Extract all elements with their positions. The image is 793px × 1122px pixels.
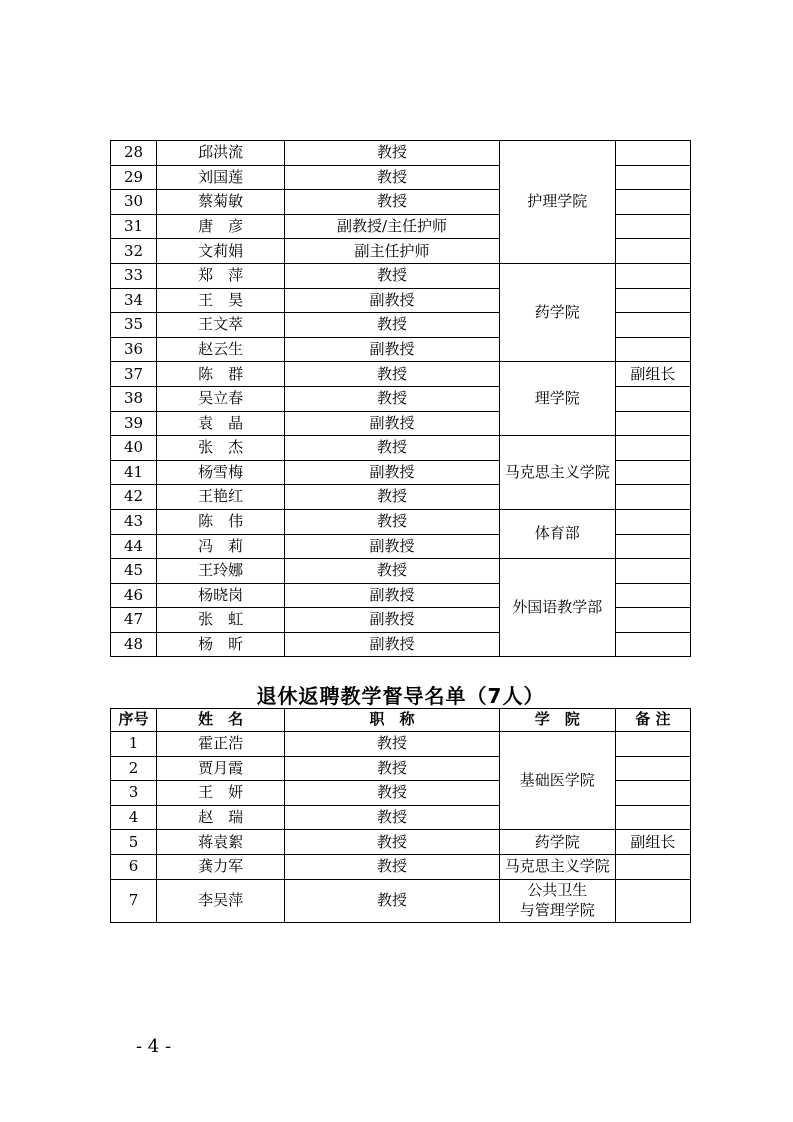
row-no: 5 (111, 830, 157, 855)
row-name: 张 虹 (157, 608, 285, 633)
row-no: 33 (111, 263, 157, 288)
row-no: 35 (111, 313, 157, 338)
retired-supervisor-list-title: 退休返聘教学督导名单（7人） (256, 684, 545, 708)
row-name: 蒋袁絮 (157, 830, 285, 855)
row-remark (615, 632, 690, 657)
row-title: 教授 (285, 436, 499, 461)
row-remark (615, 436, 690, 461)
row-no: 43 (111, 509, 157, 534)
table-row (111, 830, 691, 855)
row-no: 32 (111, 239, 157, 264)
row-dept-line1: 公共卫生 (527, 881, 588, 900)
row-remark (615, 583, 690, 608)
row-remark (615, 165, 690, 190)
row-name: 王 昊 (157, 288, 285, 313)
row-dept: 理学院 (499, 362, 615, 436)
row-title: 教授 (285, 756, 499, 781)
row-no: 34 (111, 288, 157, 313)
row-name: 杨雪梅 (157, 460, 285, 485)
row-remark (615, 288, 690, 313)
row-remark (615, 263, 690, 288)
row-title: 教授 (285, 781, 499, 806)
row-name: 刘国莲 (157, 165, 285, 190)
row-remark (615, 509, 690, 534)
table-row (111, 362, 691, 387)
row-name: 蔡菊敏 (157, 190, 285, 215)
row-title: 副教授 (285, 460, 499, 485)
row-name: 霍正浩 (157, 732, 285, 757)
row-name: 龚力军 (157, 854, 285, 879)
row-title: 教授 (285, 805, 499, 830)
row-title: 副教授 (285, 534, 499, 559)
row-no: 7 (111, 879, 157, 922)
row-title: 教授 (285, 732, 499, 757)
row-title: 教授 (285, 830, 499, 855)
row-dept: 外国语教学部 (499, 559, 615, 657)
row-name: 王艳红 (157, 485, 285, 510)
table-row (111, 509, 691, 534)
row-title: 副教授 (285, 288, 499, 313)
row-name: 文莉娟 (157, 239, 285, 264)
row-remark (615, 214, 690, 239)
row-no: 30 (111, 190, 157, 215)
row-remark (615, 805, 690, 830)
row-title: 副主任护师 (285, 239, 499, 264)
row-name: 陈 群 (157, 362, 285, 387)
row-no: 2 (111, 756, 157, 781)
row-dept-line2: 与管理学院 (519, 900, 595, 919)
row-name: 张 杰 (157, 436, 285, 461)
row-name: 冯 莉 (157, 534, 285, 559)
row-title: 教授 (285, 263, 499, 288)
row-no: 3 (111, 781, 157, 806)
row-dept: 药学院 (499, 263, 615, 361)
row-title: 副教授 (285, 411, 499, 436)
row-title: 教授 (285, 509, 499, 534)
page-number: - 4 - (136, 1036, 172, 1057)
row-dept: 马克思主义学院 (499, 436, 615, 510)
row-title: 教授 (285, 854, 499, 879)
header-no: 序号 (111, 709, 157, 732)
row-no: 4 (111, 805, 157, 830)
row-remark (615, 460, 690, 485)
row-name: 唐 彦 (157, 214, 285, 239)
row-name: 陈 伟 (157, 509, 285, 534)
row-remark (615, 732, 690, 757)
row-remark (615, 239, 690, 264)
table-row (111, 436, 691, 461)
row-no: 48 (111, 632, 157, 657)
row-title: 教授 (285, 190, 499, 215)
row-name: 李吴萍 (157, 879, 285, 922)
row-remark (615, 781, 690, 806)
row-title: 教授 (285, 879, 499, 922)
row-name: 郑 萍 (157, 263, 285, 288)
row-no: 47 (111, 608, 157, 633)
row-title: 教授 (285, 362, 499, 387)
row-dept: 体育部 (499, 509, 615, 558)
row-remark (615, 756, 690, 781)
row-name: 王玲娜 (157, 559, 285, 584)
row-title: 副教授 (285, 583, 499, 608)
row-title: 教授 (285, 559, 499, 584)
row-remark (615, 141, 690, 166)
row-no: 40 (111, 436, 157, 461)
header-remark: 备 注 (615, 709, 690, 732)
row-remark (615, 485, 690, 510)
row-remark: 副组长 (615, 830, 690, 855)
row-title: 教授 (285, 485, 499, 510)
row-dept: 马克思主义学院 (499, 854, 615, 879)
row-title: 副教授 (285, 632, 499, 657)
row-no: 36 (111, 337, 157, 362)
row-remark (615, 386, 690, 411)
row-remark (615, 879, 690, 922)
row-remark: 副组长 (615, 362, 690, 387)
row-name: 王 妍 (157, 781, 285, 806)
table-row (111, 732, 691, 757)
row-no: 38 (111, 386, 157, 411)
row-name: 袁 晶 (157, 411, 285, 436)
row-no: 37 (111, 362, 157, 387)
row-no: 42 (111, 485, 157, 510)
row-remark (615, 313, 690, 338)
row-remark (615, 854, 690, 879)
row-remark (615, 608, 690, 633)
row-name: 邱洪流 (157, 141, 285, 166)
table-row (111, 854, 691, 879)
row-no: 29 (111, 165, 157, 190)
row-remark (615, 337, 690, 362)
row-dept: 基础医学院 (499, 732, 615, 830)
row-no: 39 (111, 411, 157, 436)
row-remark (615, 190, 690, 215)
row-name: 赵云生 (157, 337, 285, 362)
row-name: 吴立春 (157, 386, 285, 411)
row-title: 教授 (285, 141, 499, 166)
row-title: 副教授 (285, 337, 499, 362)
row-title: 教授 (285, 386, 499, 411)
row-dept (499, 879, 615, 922)
row-title: 教授 (285, 313, 499, 338)
row-no: 28 (111, 141, 157, 166)
row-name: 王文萃 (157, 313, 285, 338)
row-dept: 护理学院 (499, 141, 615, 264)
row-dept: 药学院 (499, 830, 615, 855)
table-row (111, 263, 691, 288)
row-no: 41 (111, 460, 157, 485)
row-remark (615, 534, 690, 559)
row-name: 贾月霞 (157, 756, 285, 781)
row-no: 6 (111, 854, 157, 879)
row-title: 副教授 (285, 608, 499, 633)
supervisor-table-continued (110, 140, 691, 657)
table-header-row (111, 709, 691, 732)
row-remark (615, 559, 690, 584)
row-no: 31 (111, 214, 157, 239)
header-title: 职 称 (285, 709, 499, 732)
row-title: 教授 (285, 165, 499, 190)
row-title: 副教授/主任护师 (285, 214, 499, 239)
table-row (111, 879, 691, 922)
row-no: 45 (111, 559, 157, 584)
retired-supervisor-table (110, 708, 691, 923)
row-remark (615, 411, 690, 436)
table-row (111, 141, 691, 166)
row-name: 杨晓岗 (157, 583, 285, 608)
table-row (111, 559, 691, 584)
row-name: 赵 瑞 (157, 805, 285, 830)
row-name: 杨 昕 (157, 632, 285, 657)
header-name: 姓 名 (157, 709, 285, 732)
header-dept: 学 院 (499, 709, 615, 732)
row-no: 1 (111, 732, 157, 757)
row-no: 44 (111, 534, 157, 559)
row-no: 46 (111, 583, 157, 608)
